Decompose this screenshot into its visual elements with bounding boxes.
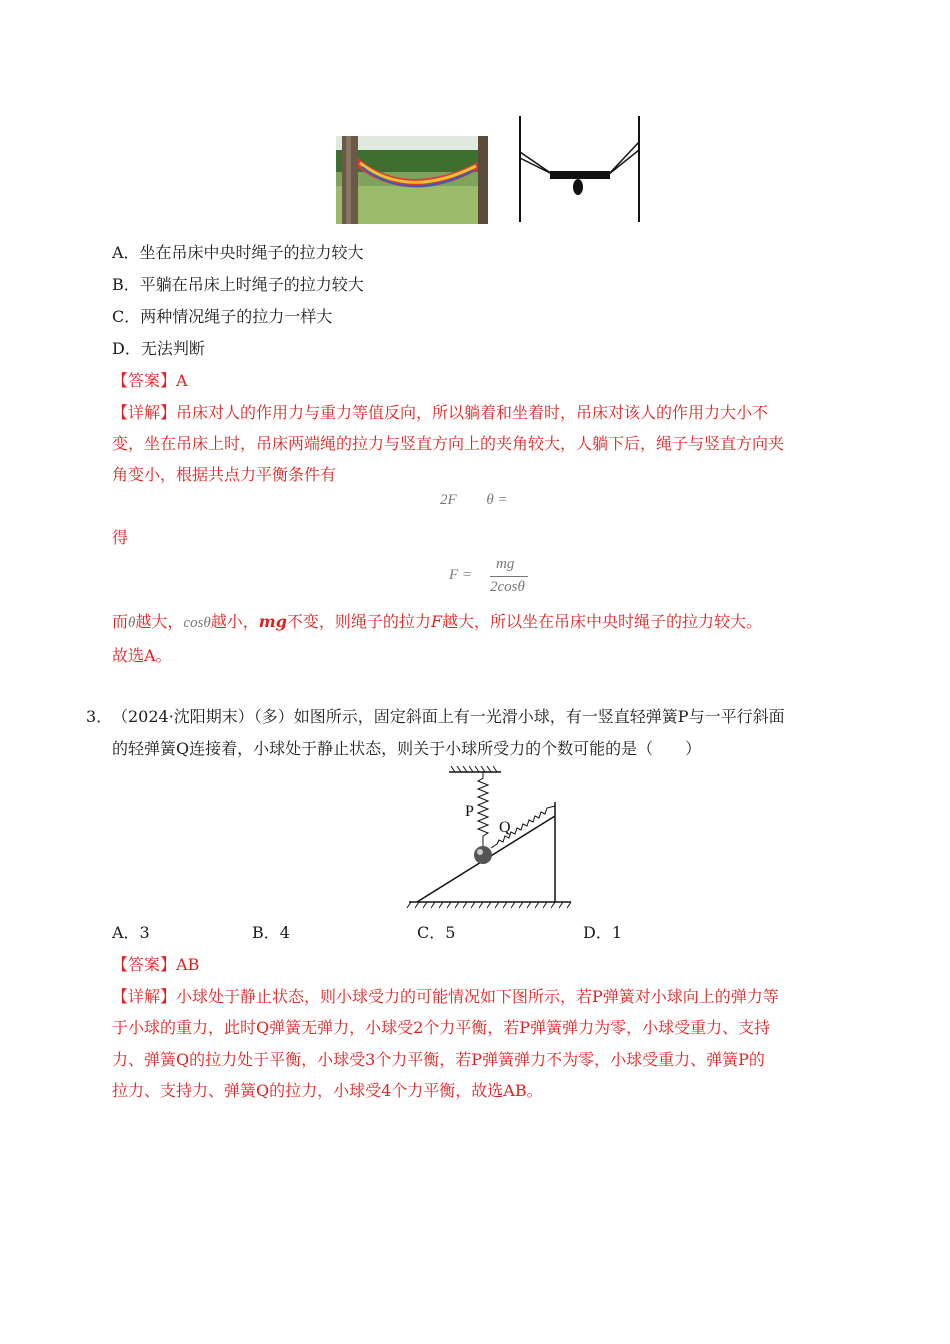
conclusion-text-3: 越小， bbox=[210, 612, 259, 631]
q3-detail-line-3: 力、弹簧Q的拉力处于平衡，小球受3个力平衡，若P弹簧弹力不为零，小球受重力、弹簧P的 bbox=[112, 1050, 765, 1069]
fraction-bar bbox=[490, 576, 528, 577]
q3-stem-line-2: 的轻弹簧Q连接着，小球处于静止状态，则关于小球所受力的个数可能的是（ ） bbox=[112, 739, 702, 758]
q2-conclusion bbox=[112, 612, 762, 633]
q2-option-a: A．坐在吊床中央时绳子的拉力较大 bbox=[112, 243, 364, 262]
q2-answer bbox=[112, 371, 188, 391]
q3-answer bbox=[112, 955, 199, 975]
q2-de-word: 得 bbox=[112, 528, 129, 547]
equation-2-denominator: 2cosθ bbox=[490, 579, 525, 595]
answer-label: 【答案】 bbox=[112, 955, 177, 974]
q3-option-a: A．3 bbox=[112, 923, 150, 942]
conclusion-text-2: 越大， bbox=[135, 612, 184, 631]
q3-option-c: C．5 bbox=[417, 923, 456, 942]
conclusion-text-1: 而 bbox=[112, 612, 129, 631]
equation-1 bbox=[440, 492, 508, 509]
F-symbol: F bbox=[430, 612, 443, 631]
detail-text: 小球处于静止状态，则小球受力的可能情况如下图所示，若P弹簧对小球向上的弹力等 bbox=[176, 987, 779, 1006]
conclusion-text-4: 不变，则绳子的拉力 bbox=[286, 612, 431, 631]
label-p: P bbox=[465, 803, 474, 820]
conclusion-text-5: 越大，所以坐在吊床中央时绳子的拉力较大。 bbox=[442, 612, 763, 631]
answer-value: A bbox=[176, 371, 188, 390]
equation-2-lhs: F = bbox=[449, 567, 473, 583]
q2-final: 故选A。 bbox=[112, 646, 172, 665]
q2-detail-line-2: 变，坐在吊床上时，吊床两端绳的拉力与竖直方向上的夹角较大，人躺下后，绳子与竖直方向夹 bbox=[112, 434, 785, 453]
answer-value: AB bbox=[176, 955, 200, 974]
hammock-diagram bbox=[512, 114, 646, 224]
q2-option-b: B．平躺在吊床上时绳子的拉力较大 bbox=[112, 275, 364, 294]
q2-detail-line-3: 角变小，根据共点力平衡条件有 bbox=[112, 465, 337, 484]
q3-option-d: D．1 bbox=[583, 923, 623, 942]
hammock-photo bbox=[336, 136, 488, 224]
q2-option-c: C．两种情况绳子的拉力一样大 bbox=[112, 307, 333, 326]
q2-detail-line-1 bbox=[112, 403, 768, 423]
theta-symbol: θ bbox=[128, 615, 136, 631]
q3-detail-line-4: 拉力、支持力、弹簧Q的拉力，小球受4个力平衡，故选AB。 bbox=[112, 1081, 543, 1100]
eq1-right: θ = bbox=[486, 492, 508, 508]
q3-number: 3． bbox=[86, 707, 113, 726]
equation-2-numerator: mg bbox=[496, 556, 515, 572]
q3-option-b: B．4 bbox=[252, 923, 290, 942]
q2-option-d: D．无法判断 bbox=[112, 339, 205, 358]
eq1-left: 2F bbox=[440, 492, 457, 508]
detail-text: 吊床对人的作用力与重力等值反向，所以躺着和坐着时，吊床对该人的作用力大小不 bbox=[176, 403, 769, 422]
mg-symbol: mg bbox=[258, 612, 287, 631]
q3-detail-line-1 bbox=[112, 987, 779, 1007]
q3-detail-line-2: 于小球的重力，此时Q弹簧无弹力，小球受2个力平衡，若P弹簧弹力为零，小球受重力、支持 bbox=[112, 1018, 771, 1037]
detail-label: 【详解】 bbox=[112, 987, 177, 1006]
label-q: Q bbox=[499, 819, 511, 836]
q3-stem-line-1: （2024·沈阳期末）（多）如图所示，固定斜面上有一光滑小球，有一竖直轻弹簧P与一平行斜面 bbox=[112, 707, 785, 726]
answer-label: 【答案】 bbox=[112, 371, 177, 390]
cos-theta: cosθ bbox=[183, 615, 211, 631]
incline-spring-diagram bbox=[405, 766, 575, 912]
detail-label: 【详解】 bbox=[112, 403, 177, 422]
